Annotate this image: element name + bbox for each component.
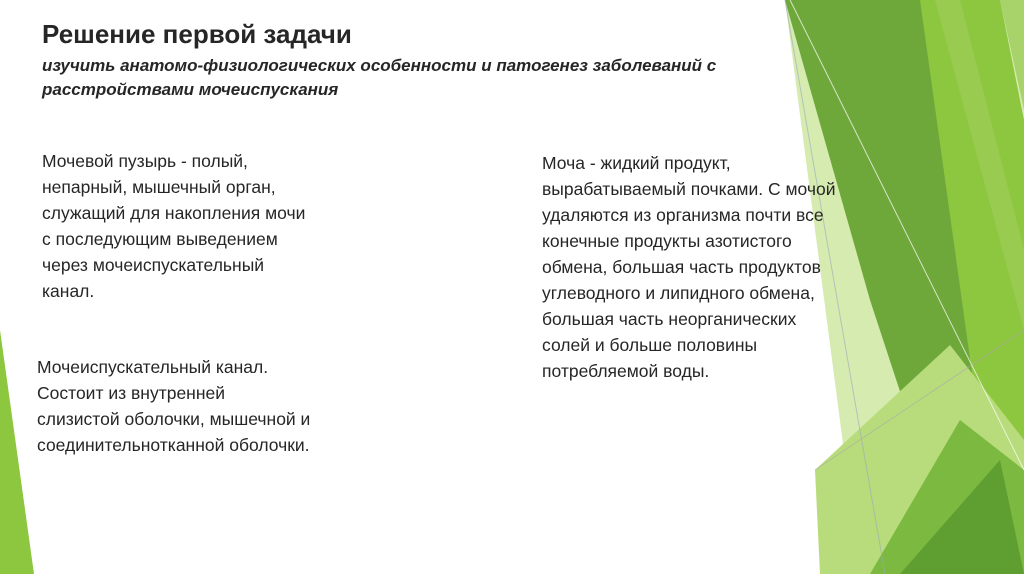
left-green-triangle: [0, 330, 34, 574]
text-block-urine: Моча - жидкий продукт, вырабатываемый почками. С мочой удаляются из организма почти все конечные продукты азотистого обмена, большая часть продуктов углеводного и липидного обмена, большая часть неорганических солей и больше половины потребляемой воды.: [542, 153, 836, 381]
slide-subtitle: изучить анатомо-физиологических особенности и патогенез заболеваний с расстройствами мочеиспускания: [42, 56, 717, 99]
text-block-bladder: Мочевой пузырь - полый, непарный, мышечный орган, служащий для накопления мочи с последующим выведением через мочеиспускательный канал.: [42, 151, 306, 301]
slide-title: Решение первой задачи: [42, 19, 352, 49]
text-block-urethra: Мочеиспускательный канал. Состоит из внутренней слизистой оболочки, мышечной и соединительнотканной оболочки.: [37, 357, 311, 455]
